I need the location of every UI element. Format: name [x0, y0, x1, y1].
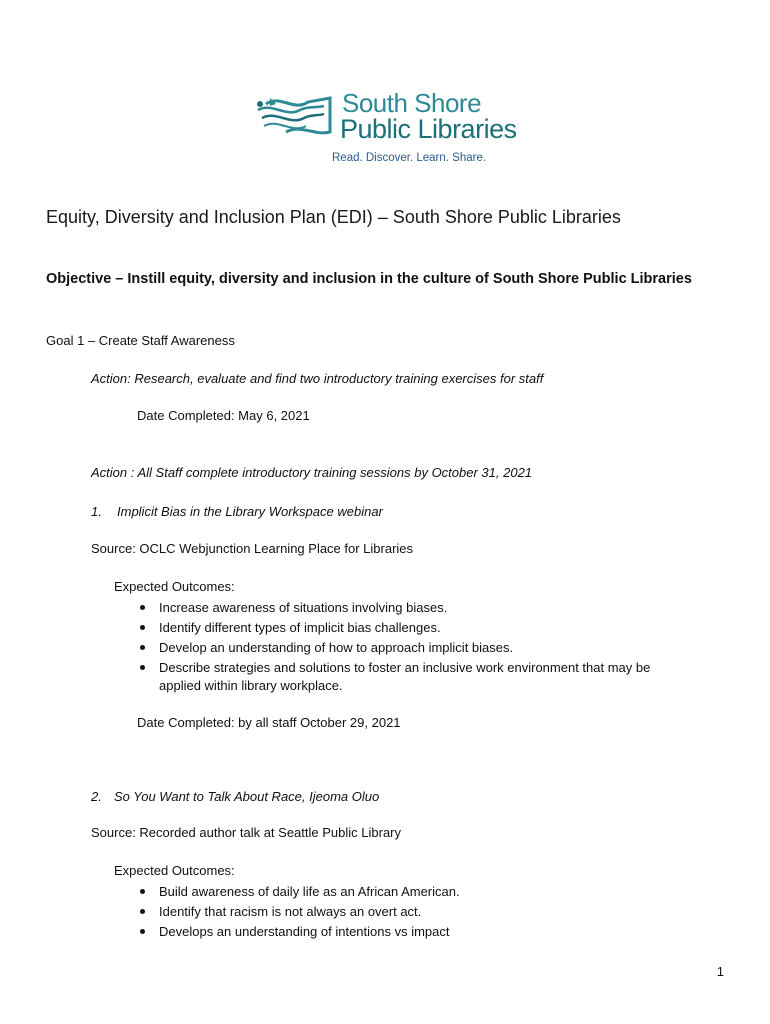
logo-name-line2: Public Libraries — [340, 114, 517, 144]
outcome-item: Identify different types of implicit bias challenges. — [135, 618, 650, 638]
outcome-item: Build awareness of daily life as an African American. — [135, 882, 460, 902]
expected-outcomes-list — [135, 598, 650, 678]
outcome-item: Describe strategies and solutions to foster an inclusive work environment that may be — [135, 658, 650, 678]
training-item-source: Source: OCLC Webjunction Learning Place for Libraries — [91, 541, 414, 556]
expected-outcomes-label: Expected Outcomes: — [114, 863, 235, 878]
training-item-number: 1. — [91, 504, 102, 519]
training-item-title: So You Want to Talk About Race, Ijeoma Oluo — [114, 789, 380, 804]
logo-name-line1: South Shore — [342, 88, 482, 118]
logo-tagline: Read. Discover. Learn. Share. — [332, 152, 487, 164]
training-item-source: Source: Recorded author talk at Seattle Public Library — [91, 825, 402, 840]
expected-outcomes-list — [135, 882, 460, 942]
action-training-text: Action : All Staff complete introductory training sessions by October 31, 2021 — [91, 465, 533, 480]
outcome-item: Identify that racism is not always an overt act. — [135, 902, 460, 922]
action-research-text: Action: Research, evaluate and find two introductory training exercises for staff — [91, 371, 544, 386]
page-number: 1 — [716, 964, 724, 979]
training-item-number: 2. — [91, 789, 102, 804]
library-logo — [248, 84, 530, 174]
outcome-item-continuation: applied within library workplace. — [159, 678, 343, 693]
action-research-completed: Date Completed: May 6, 2021 — [137, 408, 310, 423]
training-item-title: Implicit Bias in the Library Workspace webinar — [117, 504, 383, 519]
training-item-completed: Date Completed: by all staff October 29, 2021 — [137, 715, 401, 730]
waves-logo-icon — [250, 90, 336, 138]
document-title: Equity, Diversity and Inclusion Plan (EDI) – South Shore Public Libraries — [46, 207, 621, 227]
outcome-item: Develop an understanding of how to approach implicit biases. — [135, 638, 650, 658]
objective-heading: Objective – Instill equity, diversity and inclusion in the culture of South Shore Public Libraries — [46, 271, 692, 287]
expected-outcomes-label: Expected Outcomes: — [114, 579, 235, 594]
outcome-item: Develops an understanding of intentions vs impact — [135, 922, 460, 942]
goal-heading: Goal 1 – Create Staff Awareness — [46, 333, 235, 348]
outcome-item: Increase awareness of situations involving biases. — [135, 598, 650, 618]
